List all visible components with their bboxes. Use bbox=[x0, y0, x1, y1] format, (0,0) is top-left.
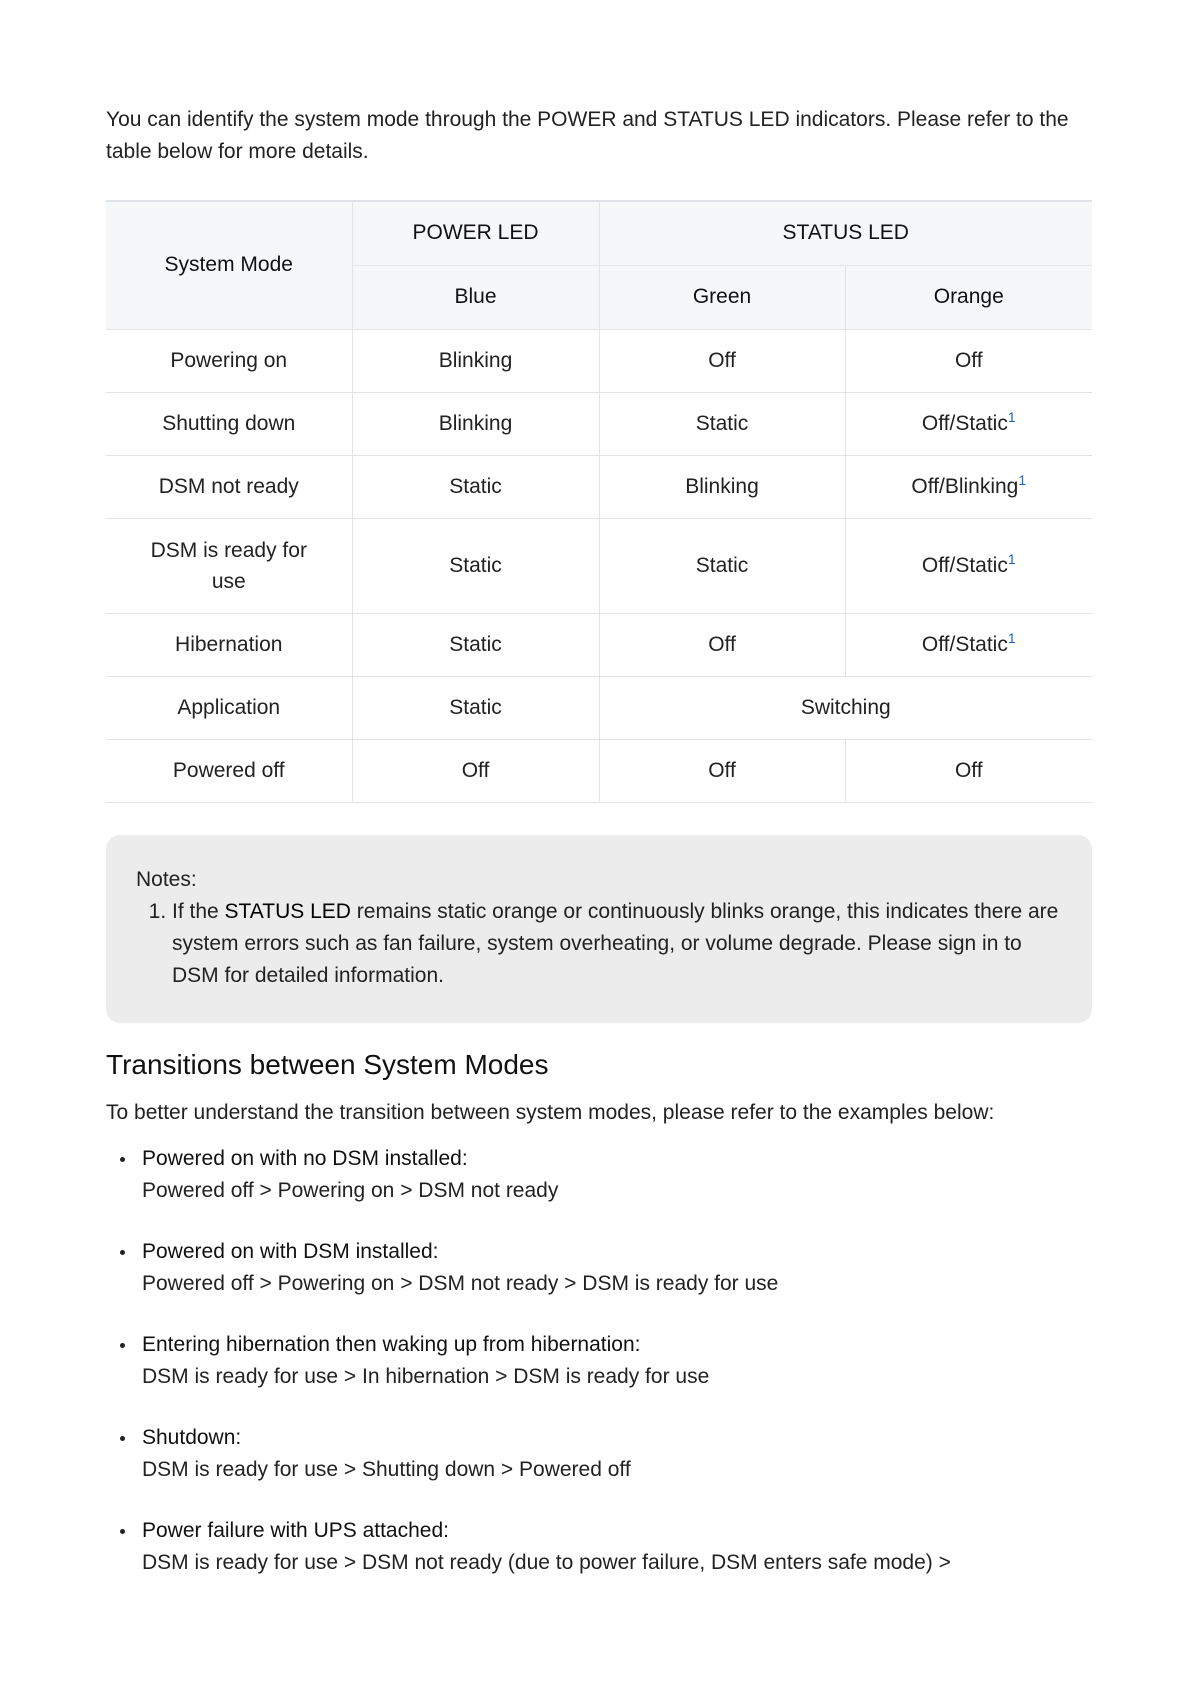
header-system-mode: System Mode bbox=[106, 201, 352, 329]
table-row bbox=[106, 455, 1092, 518]
cell-orange bbox=[845, 613, 1092, 676]
cell-orange bbox=[845, 392, 1092, 455]
list-item bbox=[142, 1422, 1132, 1486]
cell-orange bbox=[845, 455, 1092, 518]
header-blue: Blue bbox=[352, 265, 599, 329]
footnote-ref[interactable]: 1 bbox=[1018, 472, 1027, 488]
cell-blue: Blinking bbox=[352, 329, 599, 392]
cell-mode: DSM is ready for use bbox=[106, 518, 352, 613]
transition-title: Power failure with UPS attached: bbox=[142, 1519, 449, 1542]
footnote-ref[interactable]: 1 bbox=[1007, 551, 1016, 567]
table-row bbox=[106, 739, 1092, 802]
cell-orange-value: Off bbox=[954, 759, 983, 782]
cell-blue: Blinking bbox=[352, 392, 599, 455]
cell-orange bbox=[845, 518, 1092, 613]
cell-orange bbox=[845, 329, 1092, 392]
transitions-list bbox=[106, 1143, 1132, 1608]
table-header-row bbox=[106, 201, 1092, 265]
list-item bbox=[142, 1143, 1132, 1207]
transition-path: Powered off > Powering on > DSM not ready > DSM is ready for use bbox=[142, 1272, 779, 1295]
cell-blue: Static bbox=[352, 613, 599, 676]
cell-mode: Powered off bbox=[106, 739, 352, 802]
note-text-emphasis: STATUS LED bbox=[224, 900, 351, 923]
list-item bbox=[142, 1329, 1132, 1393]
list-item bbox=[142, 1515, 1132, 1579]
header-status-led: STATUS LED bbox=[599, 201, 1092, 265]
transition-title: Powered on with DSM installed: bbox=[142, 1240, 439, 1263]
cell-green: Off bbox=[599, 739, 845, 802]
table-row bbox=[106, 329, 1092, 392]
cell-orange-value: Off/Blinking bbox=[911, 475, 1019, 498]
cell-blue: Static bbox=[352, 455, 599, 518]
cell-green: Off bbox=[599, 329, 845, 392]
section-intro: To better understand the transition between system modes, please refer to the examples below: bbox=[106, 1101, 995, 1124]
cell-mode: DSM not ready bbox=[106, 455, 352, 518]
transition-title: Entering hibernation then waking up from hibernation: bbox=[142, 1333, 641, 1356]
header-green: Green bbox=[599, 265, 845, 329]
cell-mode: Shutting down bbox=[106, 392, 352, 455]
transition-path: Powered off > Powering on > DSM not ready bbox=[142, 1179, 559, 1202]
transition-title: Powered on with no DSM installed: bbox=[142, 1147, 468, 1170]
cell-mode: Powering on bbox=[106, 329, 352, 392]
table-row bbox=[106, 518, 1092, 613]
cell-orange bbox=[845, 739, 1092, 802]
notes-title: Notes: bbox=[136, 868, 197, 891]
note-text-pre: If the bbox=[172, 900, 225, 923]
cell-orange-value: Off bbox=[954, 349, 983, 372]
notes-box bbox=[106, 835, 1092, 1023]
table-row bbox=[106, 613, 1092, 676]
list-item bbox=[142, 1236, 1132, 1300]
transition-title: Shutdown: bbox=[142, 1426, 242, 1449]
cell-blue: Static bbox=[352, 676, 599, 739]
note-text-post: remains static orange or continuously blinks orange, this indicates there are system errors such as fan failure, system overheating, or volume degrade. Please sign in to DSM for detailed information. bbox=[172, 900, 1059, 987]
note-item bbox=[172, 896, 1062, 992]
intro-paragraph: You can identify the system mode through the POWER and STATUS LED indicators. Please refer to the table below for more details. bbox=[106, 108, 1069, 163]
cell-green: Blinking bbox=[599, 455, 845, 518]
cell-orange-value: Off/Static bbox=[921, 554, 1008, 577]
transition-path: DSM is ready for use > Shutting down > Powered off bbox=[142, 1458, 631, 1481]
table-row bbox=[106, 676, 1092, 739]
transition-path: DSM is ready for use > In hibernation > DSM is ready for use bbox=[142, 1365, 710, 1388]
notes-list bbox=[136, 896, 1062, 992]
led-status-table bbox=[106, 200, 1092, 803]
table-row bbox=[106, 392, 1092, 455]
footnote-ref[interactable]: 1 bbox=[1007, 630, 1016, 646]
transition-path: DSM is ready for use > DSM not ready (due to power failure, DSM enters safe mode) > bbox=[142, 1551, 951, 1574]
header-power-led: POWER LED bbox=[352, 201, 599, 265]
cell-green: Static bbox=[599, 518, 845, 613]
cell-green: Off bbox=[599, 613, 845, 676]
cell-status-merged: Switching bbox=[599, 676, 1092, 739]
footnote-ref[interactable]: 1 bbox=[1007, 409, 1016, 425]
cell-orange-value: Off/Static bbox=[921, 412, 1008, 435]
section-heading: Transitions between System Modes bbox=[106, 1049, 549, 1080]
cell-orange-value: Off/Static bbox=[921, 633, 1008, 656]
cell-blue: Off bbox=[352, 739, 599, 802]
cell-green: Static bbox=[599, 392, 845, 455]
cell-mode: Application bbox=[106, 676, 352, 739]
cell-mode: Hibernation bbox=[106, 613, 352, 676]
header-orange: Orange bbox=[845, 265, 1092, 329]
cell-blue: Static bbox=[352, 518, 599, 613]
